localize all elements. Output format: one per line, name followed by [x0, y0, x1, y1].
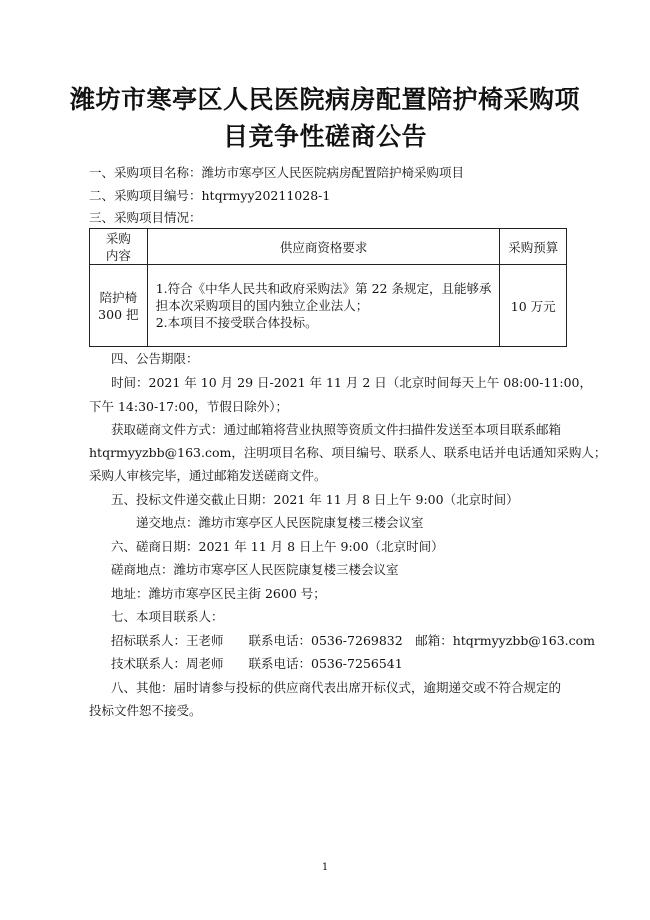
header-supplier-qualification: 供应商资格要求: [147, 229, 500, 265]
table-header-row: [90, 229, 567, 265]
cell-budget: 10 万元: [500, 265, 567, 347]
other-notes-line-2: 投标文件恕不接受。: [89, 703, 202, 718]
item-quantity: 300 把: [98, 306, 139, 322]
negotiation-place: 磋商地点：潍坊市寒亭区人民医院康复楼三楼会议室: [111, 562, 399, 577]
obtain-method-line-2: htqrmyyzbb@163.com，注明项目名称、项目编号、联系人、联系电话并电话通知采购人；: [89, 445, 607, 460]
announcement-period-heading: 四、公告期限：: [111, 351, 199, 366]
technical-contact: 技术联系人：周老师 联系电话：0536-7256541: [111, 656, 403, 671]
announcement-time-line-1: 时间：2021 年 10 月 29 日-2021 年 11 月 2 日（北京时间每天上午 08:00-11:00，: [111, 375, 592, 390]
negotiation-date: 六、磋商日期：2021 年 11 月 8 日上午 9:00（北京时间）: [111, 539, 444, 554]
submission-deadline: 五、投标文件递交截止日期：2021 年 11 月 8 日上午 9:00（北京时间）: [111, 492, 519, 507]
header-procurement-content: [90, 229, 148, 265]
page-number: 1: [321, 862, 329, 873]
obtain-method-line-3: 采购人审核完毕，通过邮箱发送磋商文件。: [89, 468, 327, 483]
requirement-line-2: 担本次采购项目的国内独立企业法人；: [155, 298, 369, 313]
cell-requirements: [147, 265, 500, 347]
header-col1-line2: 内容: [105, 247, 131, 263]
document-title-line-1: 潍坊市寒亭区人民医院病房配置陪护椅采购项: [70, 85, 581, 114]
procurement-table: [89, 228, 567, 347]
project-name: 一、采购项目名称：潍坊市寒亭区人民医院病房配置陪护椅采购项目: [89, 165, 465, 180]
project-situation-heading: 三、采购项目情况：: [89, 210, 202, 225]
item-name: 陪护椅: [99, 289, 138, 305]
header-budget: 采购预算: [500, 229, 567, 265]
requirement-line-3: 2.本项目不接受联合体投标。: [155, 315, 318, 330]
cell-item: [90, 265, 148, 347]
bidding-contact: 招标联系人：王老师 联系电话：0536-7269832 邮箱：htqrmyyzbb@163.com: [111, 633, 596, 648]
negotiation-address: 地址：潍坊市寒亭区民主街 2600 号；: [111, 586, 326, 601]
project-number: 二、采购项目编号：htqrmyy20211028-1: [89, 188, 331, 203]
announcement-time-line-2: 下午 14:30-17:00，节假日除外）；: [89, 399, 288, 414]
contacts-heading: 七、本项目联系人：: [111, 609, 224, 624]
document-title-line-2: 目竞争性磋商公告: [222, 122, 427, 151]
table-row: [90, 265, 567, 347]
submission-location: 递交地点：潍坊市寒亭区人民医院康复楼三楼会议室: [136, 515, 424, 530]
other-notes-line-1: 八、其他：届时请参与投标的供应商代表出席开标仪式，逾期递交或不符合规定的: [111, 680, 562, 695]
requirement-line-1: 1.符合《中华人民共和政府采购法》第 22 条规定，且能够承: [155, 281, 492, 296]
obtain-method-line-1: 获取磋商文件方式：通过邮箱将营业执照等资质文件扫描件发送至本项目联系邮箱: [111, 422, 562, 437]
header-col1-line1: 采购: [105, 230, 131, 246]
